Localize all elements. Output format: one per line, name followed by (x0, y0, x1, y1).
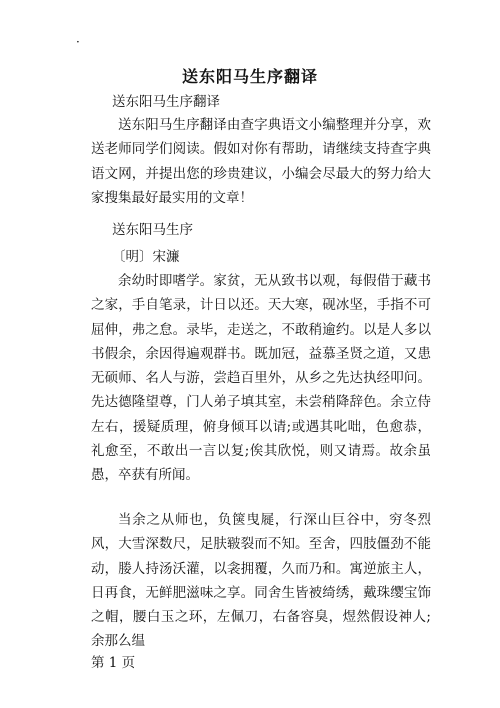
page-title: 送东阳马生序翻译 (181, 67, 318, 86)
text-title: 送东阳马生序 (112, 222, 193, 238)
intro-paragraph: 送东阳马生序翻译由查字典语文小编整理并分享，欢送老师同学们阅读。假如对你有帮助，请继续支持查字典语文网，并提出您的珍贵建议，小编会尽最大的努力给大家搜集最好最实用的文章！ (91, 117, 431, 206)
page-number: 第 1 页 (91, 655, 136, 671)
stray-dot: · (76, 35, 80, 49)
author-line: 〔明〕宋濂 (112, 249, 180, 265)
body-paragraph-1: 余幼时即嗜学。家贫，无从致书以观，每假借于藏书之家，手自笔录，计日以还。天大寒，砚冰坚，手指不可屈伸，弗之怠。录毕，走送之，不敢稍逾约。以是人多以书假余，余因得遍观群书。既加冠，益慕圣贤之道，又患无硕师、名人与游，尝趋百里外，从乡之先达执经叩问。先达德隆望尊，门人弟子填其室，未尝稍降辞色。余立侍左右，援疑质理，俯身倾耳以请;或遇其叱咄，色愈恭，礼愈至，不敢出一言以复;俟其欣悦，则又请焉。故余虽愚，卒获有所闻。 (91, 273, 431, 484)
subtitle: 送东阳马生序翻译 (112, 94, 220, 110)
body-paragraph-2: 当余之从师也，负箧曳屣，行深山巨谷中，穷冬烈风，大雪深数尺，足肤皲裂而不知。至舍，四肢僵劲不能动，媵人持汤沃灌，以衾拥覆，久而乃和。寓逆旅主人，日再食，无鲜肥滋味之享。同舍生皆被绮绣，戴珠缨宝饰之帽，腰白玉之环，左佩刀，右备容臭，煜然假设神人;余那么缊 (91, 512, 431, 650)
